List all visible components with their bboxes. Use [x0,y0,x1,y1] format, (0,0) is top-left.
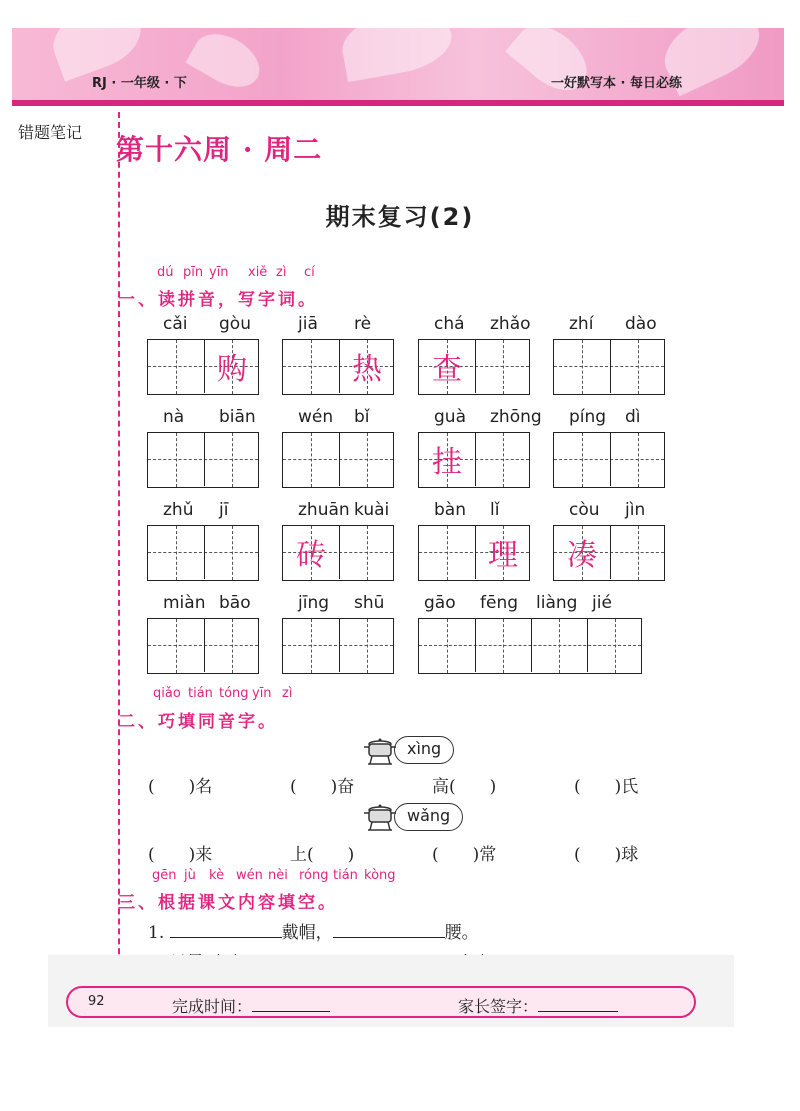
writing-grid[interactable] [418,432,530,488]
title-pinyin: jù [184,868,196,883]
sound-bubble-1: xìng [394,736,454,764]
word-pinyin: jī [219,500,229,520]
complete-time-field[interactable]: 完成时间： [172,994,330,1017]
section2-title: 二、巧填同音字。 [118,712,278,732]
week-title: 第十六周 · 周二 [116,133,323,166]
word-pinyin: bāo [219,593,251,613]
header-banner [12,28,784,106]
word-pinyin: còu [569,500,600,520]
pot-icon [362,737,398,771]
word-pinyin: shū [354,593,385,613]
writing-grid[interactable] [418,525,530,581]
grid-character: 挂 [432,445,462,480]
grid-character: 查 [432,352,462,387]
word-pinyin: jīng [298,593,330,613]
grid-character: 砖 [296,538,326,573]
word-pinyin: jiā [298,314,318,334]
word-pinyin: zhuān [298,500,350,520]
word-pinyin: miàn [163,593,206,613]
writing-grid[interactable] [282,432,394,488]
title-pinyin: yīn [252,686,272,701]
writing-grid[interactable] [553,432,665,488]
grid-character: 购 [217,352,247,387]
word-pinyin: gāo [424,593,456,613]
page-number: 92 [88,994,105,1009]
word-pinyin: dào [625,314,657,334]
grid-character: 热 [352,352,382,387]
title-pinyin: xiě [248,265,268,280]
sound-bubble-2: wǎng [394,803,463,831]
error-notes-label: 错题笔记 [18,123,83,142]
title-pinyin: tián [188,686,213,701]
word-pinyin: lǐ [490,500,500,520]
fill-line-1: 1. 戴帽， 腰。 [148,923,479,943]
title-pinyin: pīn [183,265,204,280]
footer-bar [66,986,696,1018]
word-pinyin: gòu [219,314,251,334]
title-pinyin: dú [157,265,174,280]
section3-title: 三、根据课文内容填空。 [118,893,338,913]
word-pinyin: dì [625,407,641,427]
grid-character: 凑 [567,538,597,573]
writing-grid[interactable] [147,618,259,674]
word-pinyin: rè [354,314,372,334]
header-book-label: 一好默写本 · 每日必练 [551,76,682,91]
word-pinyin: guà [434,407,466,427]
section1-title: 一、读拼音，写字词。 [118,290,318,310]
title-pinyin: nèi [268,868,288,883]
fill-item[interactable]: ( )奋 [290,777,355,797]
title-pinyin: cí [304,265,315,280]
title-pinyin: zì [282,686,293,701]
title-pinyin: zì [276,265,287,280]
fill-item[interactable]: 高( ) [432,777,497,797]
fill-item[interactable]: ( )名 [148,777,213,797]
word-pinyin: bǐ [354,407,370,427]
word-pinyin: cǎi [163,314,188,334]
fill-item[interactable]: ( )来 [148,845,213,865]
word-pinyin: bàn [434,500,466,520]
title-pinyin: kè [209,868,225,883]
title-pinyin: wén [236,868,263,883]
word-pinyin: fēng [480,593,519,613]
title-pinyin: tián [333,868,358,883]
title-pinyin: róng [299,868,329,883]
word-pinyin: wén [298,407,334,427]
fill-item[interactable]: 上( ) [290,845,355,865]
writing-grid[interactable] [282,339,394,395]
writing-grid[interactable] [418,618,642,674]
word-pinyin: jié [592,593,612,613]
fill-item[interactable]: ( )球 [574,845,639,865]
title-pinyin: yīn [209,265,229,280]
answer-blank[interactable] [170,923,282,938]
word-pinyin: liàng [536,593,578,613]
parent-sign-field[interactable]: 家长签字： [458,994,618,1017]
pot-icon [362,803,398,837]
title-pinyin: kòng [364,868,396,883]
word-pinyin: biān [219,407,256,427]
word-pinyin: zhōng [490,407,542,427]
writing-grid[interactable] [147,432,259,488]
writing-grid[interactable] [147,525,259,581]
word-pinyin: jìn [625,500,646,520]
word-pinyin: kuài [354,500,390,520]
fill-item[interactable]: ( )常 [432,845,497,865]
writing-grid[interactable] [553,525,665,581]
writing-grid[interactable] [282,525,394,581]
writing-grid[interactable] [418,339,530,395]
title-pinyin: tóng [219,686,249,701]
word-pinyin: chá [434,314,465,334]
writing-grid[interactable] [282,618,394,674]
word-pinyin: zhǎo [490,314,531,334]
title-pinyin: qiǎo [153,686,181,701]
header-grade-label: RJ · 一年级 · 下 [92,76,187,91]
word-pinyin: píng [569,407,607,427]
word-pinyin: zhǔ [163,500,194,520]
grid-character: 理 [488,538,518,573]
answer-blank[interactable] [333,923,445,938]
word-pinyin: nà [163,407,185,427]
fill-item[interactable]: ( )氏 [574,777,639,797]
title-pinyin: gēn [152,868,177,883]
writing-grid[interactable] [553,339,665,395]
writing-grid[interactable] [147,339,259,395]
word-pinyin: zhí [569,314,594,334]
sub-title: 期末复习(2) [325,203,475,231]
